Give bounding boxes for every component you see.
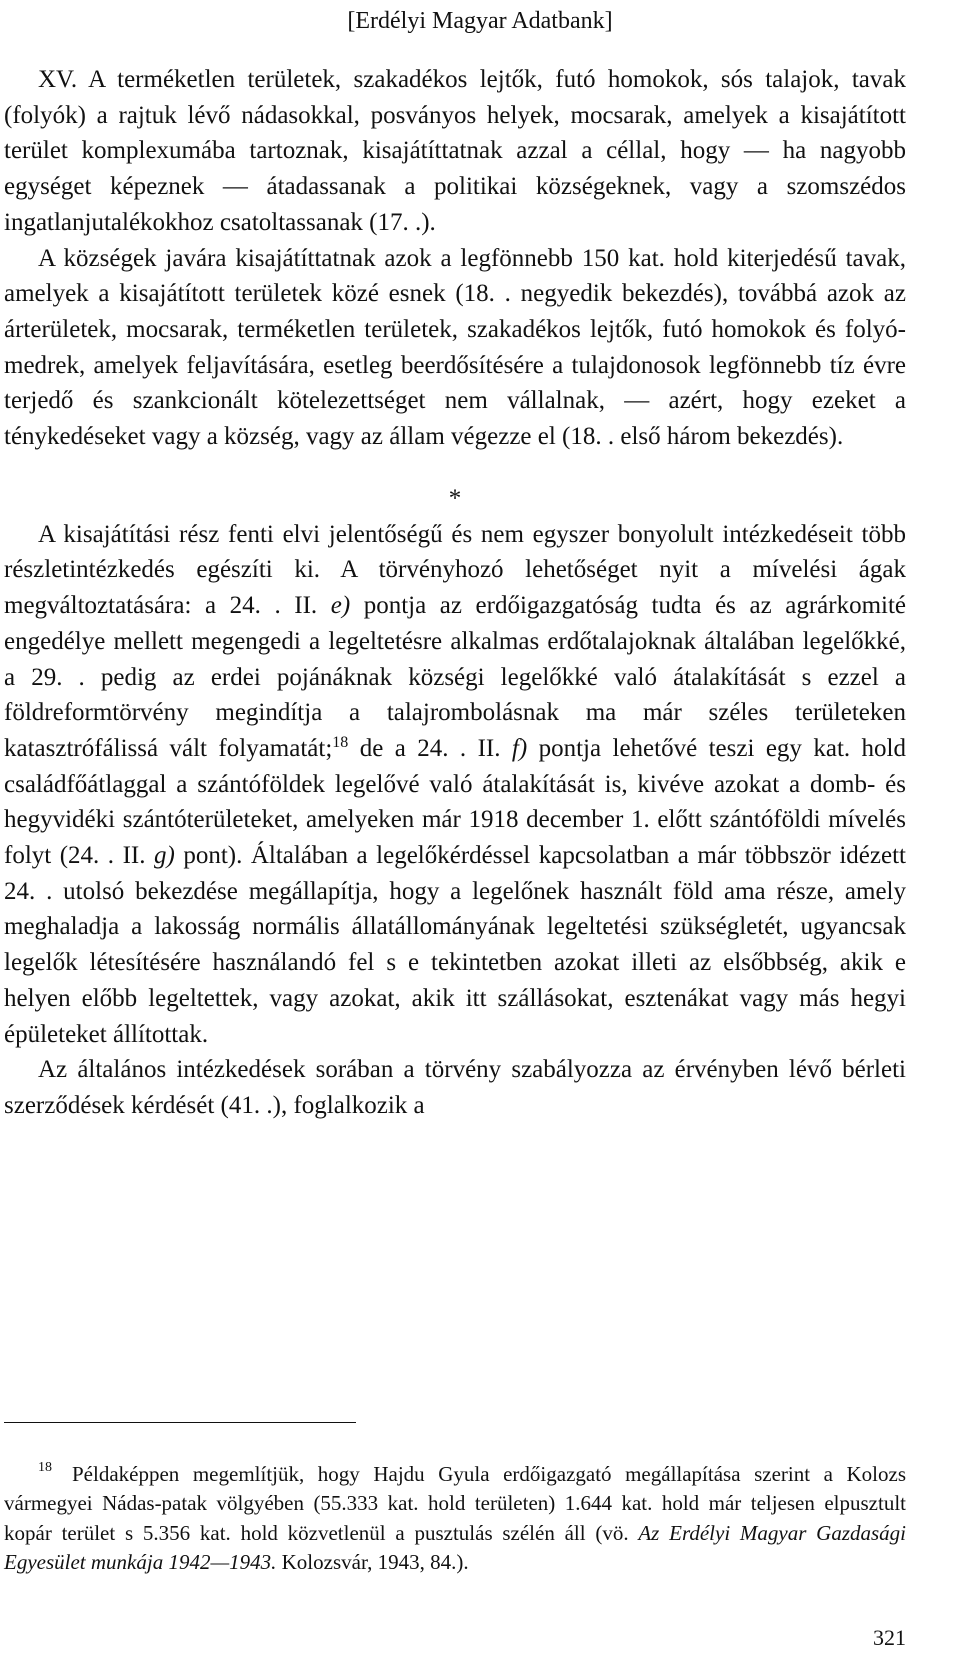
paragraph-text-part: de a 24. . II. bbox=[348, 734, 512, 762]
footnote-text: Példaképpen megemlítjük, hogy Hajdu Gyula erdőigazgató megállapítása szerint a Kolozs vármegyei Nádas-patak völgyében (55.333 kat. hold területen) 1.644 kat. hold már teljesen elpusztult kopár terület s 5.356 kat. hold közvetlenül a pusztulás szélén áll (vö. bbox=[4, 1462, 906, 1545]
section-separator: * bbox=[448, 484, 462, 512]
paragraph-kisajatitasi bbox=[4, 517, 906, 1053]
paragraph-text-part: pont). Általában a legelőkérdéssel kapcsolatban a már többször idézett 24. . utolsó bekezdése megállapítja, hogy a legelőnek használt föld ama része, amely meghaladja a lakosság normális állatállományának legeltetési szükségletét, ugyancsak legelők létesítésére használandó fel s e tekintetben azokat illeti az elsőbbség, akik e helyen előbb legeltettek, vagy azokat, akik itt szállásokat, esztenákat vagy más hegyi épületeket állítottak. bbox=[4, 842, 906, 1048]
italic-point-label: e) bbox=[330, 592, 351, 620]
footnote-number: 18 bbox=[38, 1459, 52, 1475]
paragraph-altalanos: Az általános intézkedések sorában a törvény szabályozza az érvényben lévő bérleti szerződések kérdését (41. .), foglalkozik a bbox=[4, 1056, 906, 1119]
footnote-separator-rule bbox=[4, 1422, 356, 1423]
italic-point-label: f) bbox=[511, 734, 528, 762]
paragraph-text-part: pontja az erdőigazgatóság tudta és az agrárkomité engedélye mellett megengedi a legeltetésre alkalmas erdőtalajoknak általában legelőkké, a 29. . pedig az erdei pojánáknak községi legelőkké való átalakítását s ezzel a földreformtörvény megindítja a talajrombolásnak ma már széles területeken katasztrófálissá vált folyamatát; bbox=[4, 592, 907, 762]
footnote bbox=[4, 1460, 906, 1578]
footnote-italic-title: Az Erdélyi Magyar Gazdasági Egyesület munkája 1942—1943. bbox=[4, 1520, 906, 1575]
paragraph-xv: XV. A terméketlen területek, szakadékos lejtők, futó homokok, sós talajok, tavak (folyók) a rajtuk lévő nádasokkal, posványos helyek, mocsarak, amelyek a kisajátított terület komplexumába tartoznak, kisajátíttatnak azzal a céllal, hogy — ha nagyobb egységet képeznek — átadassanak a politikai községeknek, vagy a szomszédos ingatlanjutalékokhoz csatoltassanak (17. .). bbox=[4, 66, 906, 236]
paragraph-kozsegek: A községek javára kisajátíttatnak azok a legfönnebb 150 kat. hold kiterjedésű tavak, amelyek a kisajátított területek közé esnek (18. . negyedik bekezdés), továbbá azok az árterületek, mocsarak, terméketlen területek, szakadékos lejtők, futó homokok és folyómedrek, amelyek feljavítására, esetleg beerdősítésére a tulajdonosok legfönnebb tíz évre terjedő és szankcionált kötelezettséget nem vállalnak, — azért, hogy ezeket a ténykedéseket vagy a község, vagy az állam végezze el (18. . első három bekezdés). bbox=[4, 244, 906, 451]
paragraph-text-part: A kisajátítási rész fenti elvi jelentőségű és nem egyszer bonyolult intézkedéseit több részletintézkedés egészíti ki. A törvényhozó lehetőséget nyit a mívelési ágak megváltoztatására: a 24. . II. bbox=[4, 520, 906, 620]
source-header: [Erdélyi Magyar Adatbank] bbox=[347, 8, 613, 34]
footnote-reference[interactable]: 18 bbox=[332, 734, 349, 752]
italic-point-label: g) bbox=[153, 842, 175, 870]
footnote-text-tail: Kolozsvár, 1943, 84.). bbox=[276, 1550, 469, 1575]
paragraph-text-part: pontja lehetővé teszi egy kat. hold családfőátlaggal a szántóföldek legelővé való átalakítását is, kivéve azokat a domb- és hegyvidéki szántóterületeket, amelyeken már 1918 december 1. előtt szántóföldi mívelés folyt (24. . II. bbox=[4, 734, 906, 870]
page-number: 321 bbox=[873, 1625, 906, 1650]
main-text bbox=[4, 62, 906, 1124]
